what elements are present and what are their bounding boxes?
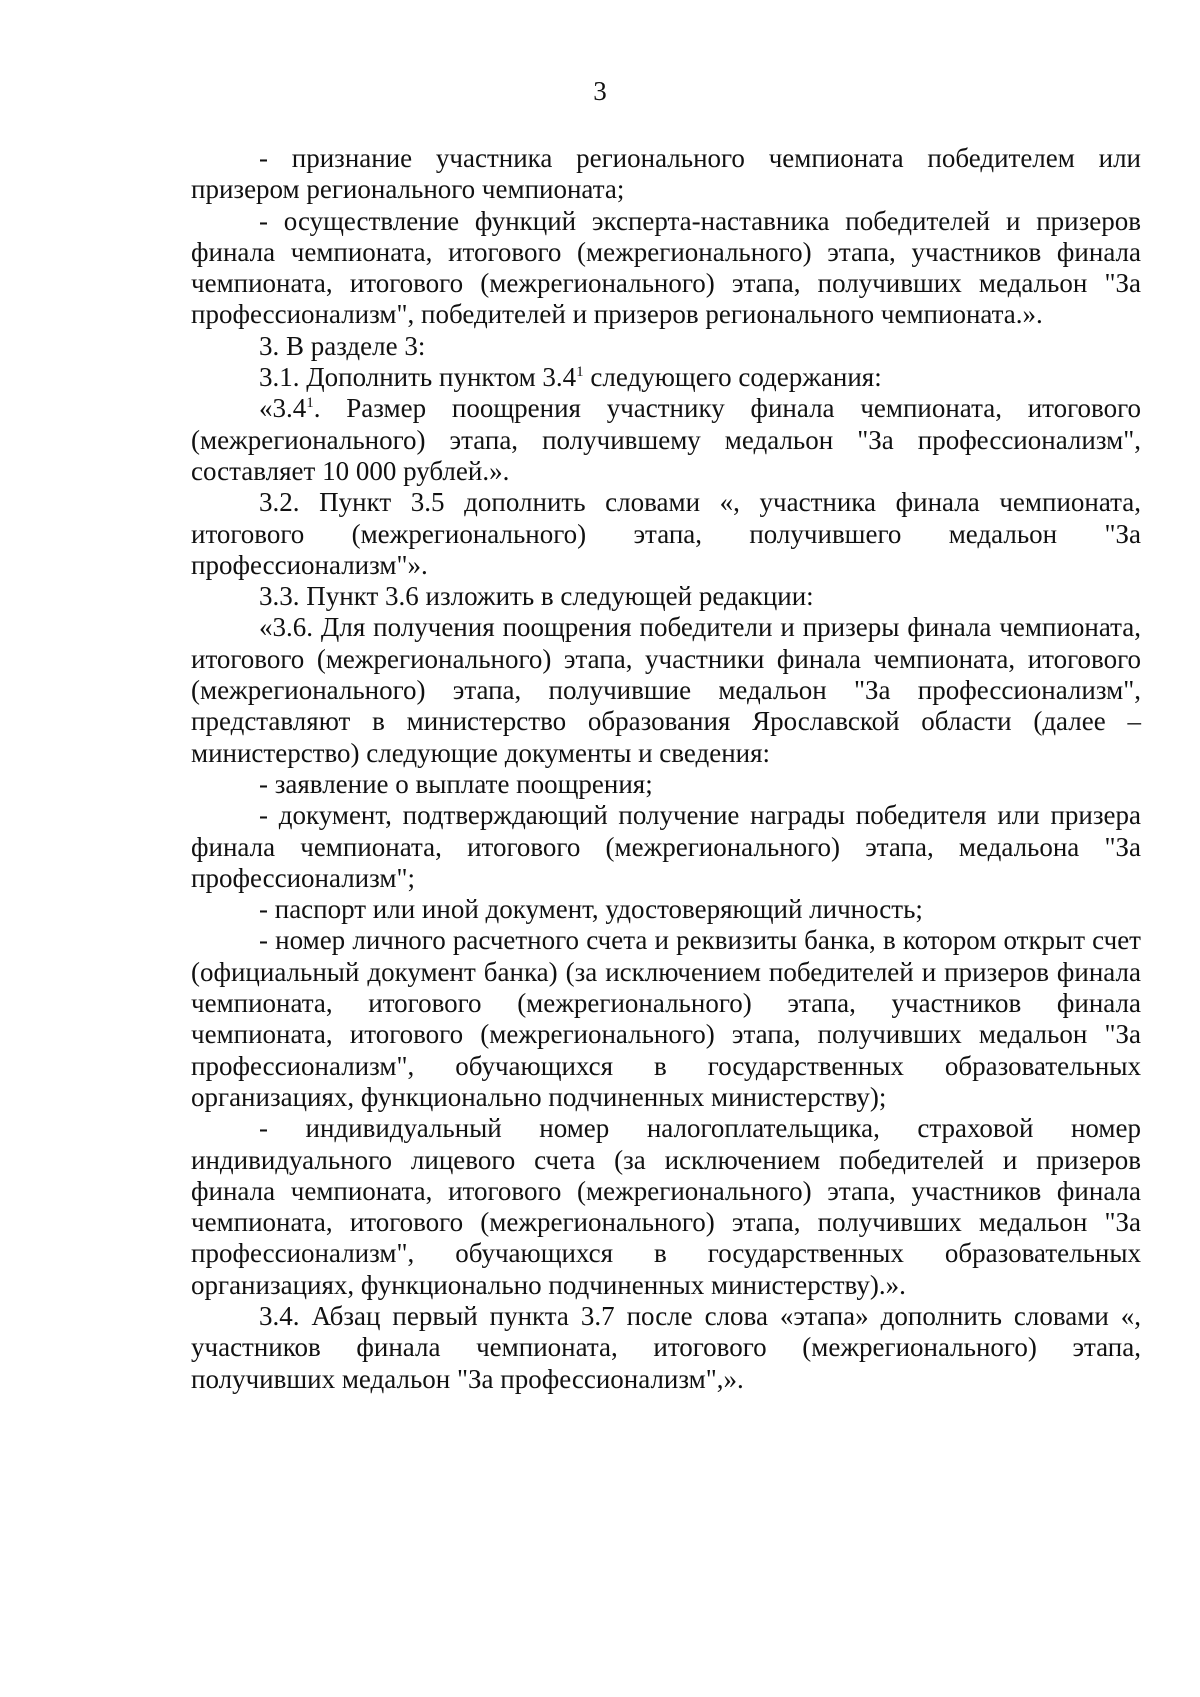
superscript-one: 1: [306, 395, 314, 412]
paragraph: 3.3. Пункт 3.6 изложить в следующей редакции:: [259, 581, 814, 612]
page-number: 3: [593, 76, 607, 106]
paragraph: 3. В разделе 3:: [259, 330, 426, 361]
paragraph: - номер личного расчетного счета и реквизиты банка, в котором открыт счет (официальный документ банка) (за исключением победителей и призеров финала чемпионата, итогового (межрегионального) этапа, участников финала чемпионата, итогового (межрегионального) этапа, получивших медальон "За профессионализм", обучающихся в государственных образовательных организациях, функционально подчиненных министерству);: [191, 925, 1141, 1112]
paragraph: 3.1. Дополнить пунктом $3.4^1$ следующего содержания:: [259, 362, 882, 393]
paragraph: 3.4. Абзац первый пункта 3.7 после слова «этапа» дополнить словами «, участников финала чемпионата, итогового (межрегионального) этапа, получивших медальон "За профессионализм",».: [191, 1300, 1141, 1394]
paragraph: - паспорт или иной документ, удостоверяющий личность;: [259, 894, 923, 925]
paragraph: - документ, подтверждающий получение награды победителя или призера финала чемпионата, итогового (межрегионального) этапа, медальона "За профессионализм";: [191, 800, 1141, 893]
paragraph: - осуществление функций эксперта-наставника победителей и призеров финала чемпионата, итогового (межрегионального) этапа, участников финала чемпионата, итогового (межрегионального) этапа, получивших медальон "За профессионализм", победителей и призеров регионального чемпионата.».: [191, 205, 1141, 330]
paragraph: «$3.4^1$. Размер поощрения участнику финала чемпионата, итогового (межрегионального) этапа, получившему медальон "За профессионализм", составляет 10 000 рублей.».: [191, 393, 1141, 486]
paragraph: - индивидуальный номер налогоплательщика, страховой номер индивидуального лицевого счета (за исключением победителей и призеров финала чемпионата, итогового (межрегионального) этапа, участников финала чемпионата, итогового (межрегионального) этапа, получивших медальон "За профессионализм", обучающихся в государственных образовательных организациях, функционально подчиненных министерству).».: [191, 1113, 1141, 1300]
paragraph: 3.2. Пункт 3.5 дополнить словами «, участника финала чемпионата, итогового (межрегионального) этапа, получившего медальон "За профессионализм"».: [191, 487, 1141, 580]
superscript-one: 1: [576, 364, 584, 381]
document-body: [191, 143, 1141, 1395]
paragraph: «3.6. Для получения поощрения победители и призеры финала чемпионата, итогового (межрегионального) этапа, участники финала чемпионата, итогового (межрегионального) этапа, получившие медальон "За профессионализм", представляют в министерство образования Ярославской области (далее – министерство) следующие документы и сведения:: [191, 612, 1141, 768]
paragraph: - признание участника регионального чемпионата победителем или призером регионального чемпионата;: [191, 143, 1141, 205]
paragraph: - заявление о выплате поощрения;: [259, 768, 653, 799]
